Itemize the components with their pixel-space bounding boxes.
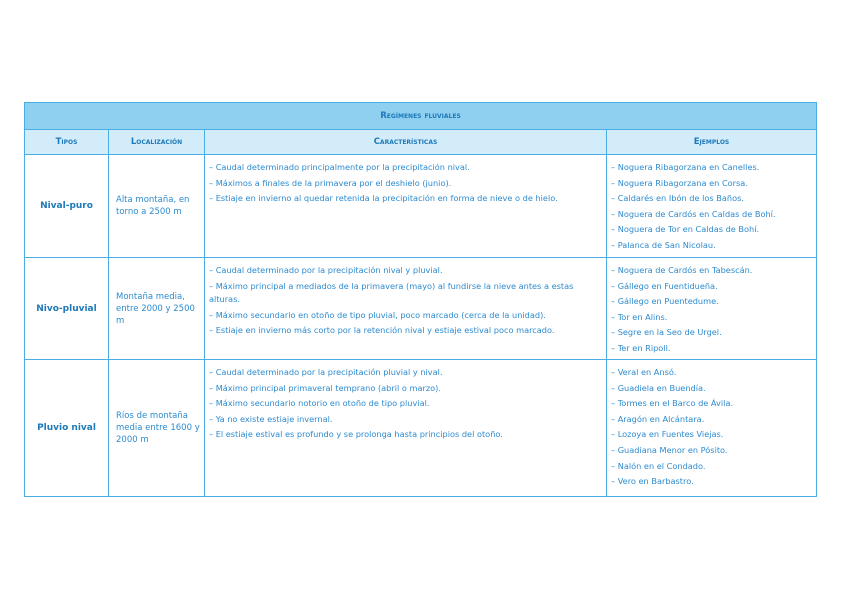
header-localizacion: Localización [109, 130, 205, 155]
localizacion-text: Ríos de montaña media entre 1600 y 2000 m [116, 411, 200, 445]
list-item: – Máximos a finales de la primavera por el deshielo (junio). [209, 177, 452, 188]
list-item: – Palanca de San Nicolau. [611, 239, 716, 250]
list-item: – Aragón en Alcántara. [611, 413, 705, 424]
table-row [25, 360, 817, 497]
list-item: – Caudal determinado por la precipitación pluvial y nival. [209, 367, 443, 377]
list-item: – Noguera Ribagorzana en Corsa. [611, 177, 748, 188]
row-tipo: Nivo-pluvial [25, 258, 109, 360]
list-item: – Caudal determinado principalmente por la precipitación nival. [209, 162, 470, 172]
row-localizacion [109, 155, 205, 258]
header-tipos: Tipos [25, 130, 109, 155]
localizacion-text: Montaña media, entre 2000 y 2500 m [116, 291, 195, 326]
header-caracteristicas: Características [205, 130, 607, 155]
list-item: – Tor en Alins. [611, 311, 668, 322]
list-item: – Noguera de Cardós en Tabescán. [611, 265, 753, 275]
list-item: – Noguera Ribagorzana en Canelles. [611, 162, 760, 172]
list-item: – Ya no existe estiaje invernal. [209, 413, 333, 424]
row-caracteristicas [205, 258, 607, 360]
list-item: – Noguera de Cardós en Caldas de Bohí. [611, 208, 776, 219]
row-tipo: Nival-puro [25, 155, 109, 258]
row-caracteristicas [205, 360, 607, 497]
list-item: – Máximo principal a mediados de la primavera (mayo) al fundirse la nieve antes a estas alturas. [209, 280, 574, 304]
list-item: – Lozoya en Fuentes Viejas. [611, 429, 724, 440]
list-item: – Guadiela en Buendía. [611, 382, 706, 393]
row-caracteristicas [205, 155, 607, 258]
list-item: – Máximo secundario notorio en otoño de tipo pluvial. [209, 398, 430, 409]
table-row [25, 155, 817, 258]
list-item: – Vero en Barbastro. [611, 476, 694, 487]
list-item: – Estiaje en invierno al quedar retenida la precipitación en forma de nieve o de hielo. [209, 193, 558, 204]
row-tipo: Pluvio nival [25, 360, 109, 497]
list-item: – Caldarés en Ibón de los Baños. [611, 193, 744, 204]
list-item: – Máximo secundario en otoño de tipo pluvial, poco marcado (cerca de la unidad). [209, 309, 546, 320]
row-localizacion [109, 360, 205, 497]
regimenes-table [24, 102, 817, 497]
list-item: – Noguera de Tor en Caldas de Bohí. [611, 224, 760, 235]
list-item: – El estiaje estival es profundo y se prolonga hasta principios del otoño. [209, 429, 503, 440]
list-item: – Caudal determinado por la precipitación nival y pluvial. [209, 265, 443, 275]
list-item: – Estiaje en invierno más corto por la retención nival y estiaje estival poco marcado. [209, 325, 555, 336]
localizacion-text: Alta montaña, en torno a 2500 m [116, 195, 190, 217]
list-item: – Ter en Ripoll. [611, 342, 671, 353]
list-item: – Máximo principal primaveral temprano (abril o marzo). [209, 382, 441, 393]
list-item: – Gállego en Puentedume. [611, 296, 719, 307]
list-item: – Gállego en Fuentidueña. [611, 280, 718, 291]
list-item: – Guadiana Menor en Pósito. [611, 444, 728, 455]
row-localizacion [109, 258, 205, 360]
header-ejemplos: Ejemplos [607, 130, 817, 155]
row-ejemplos [607, 258, 817, 360]
table-title: Regímenes fluviales [25, 103, 817, 130]
row-ejemplos [607, 155, 817, 258]
list-item: – Tormes en el Barco de Ávila. [611, 398, 734, 409]
list-item: – Segre en la Seo de Urgel. [611, 327, 722, 338]
list-item: – Nalón en el Condado. [611, 460, 706, 471]
row-ejemplos [607, 360, 817, 497]
table-row [25, 258, 817, 360]
list-item: – Veral en Ansó. [611, 367, 677, 377]
